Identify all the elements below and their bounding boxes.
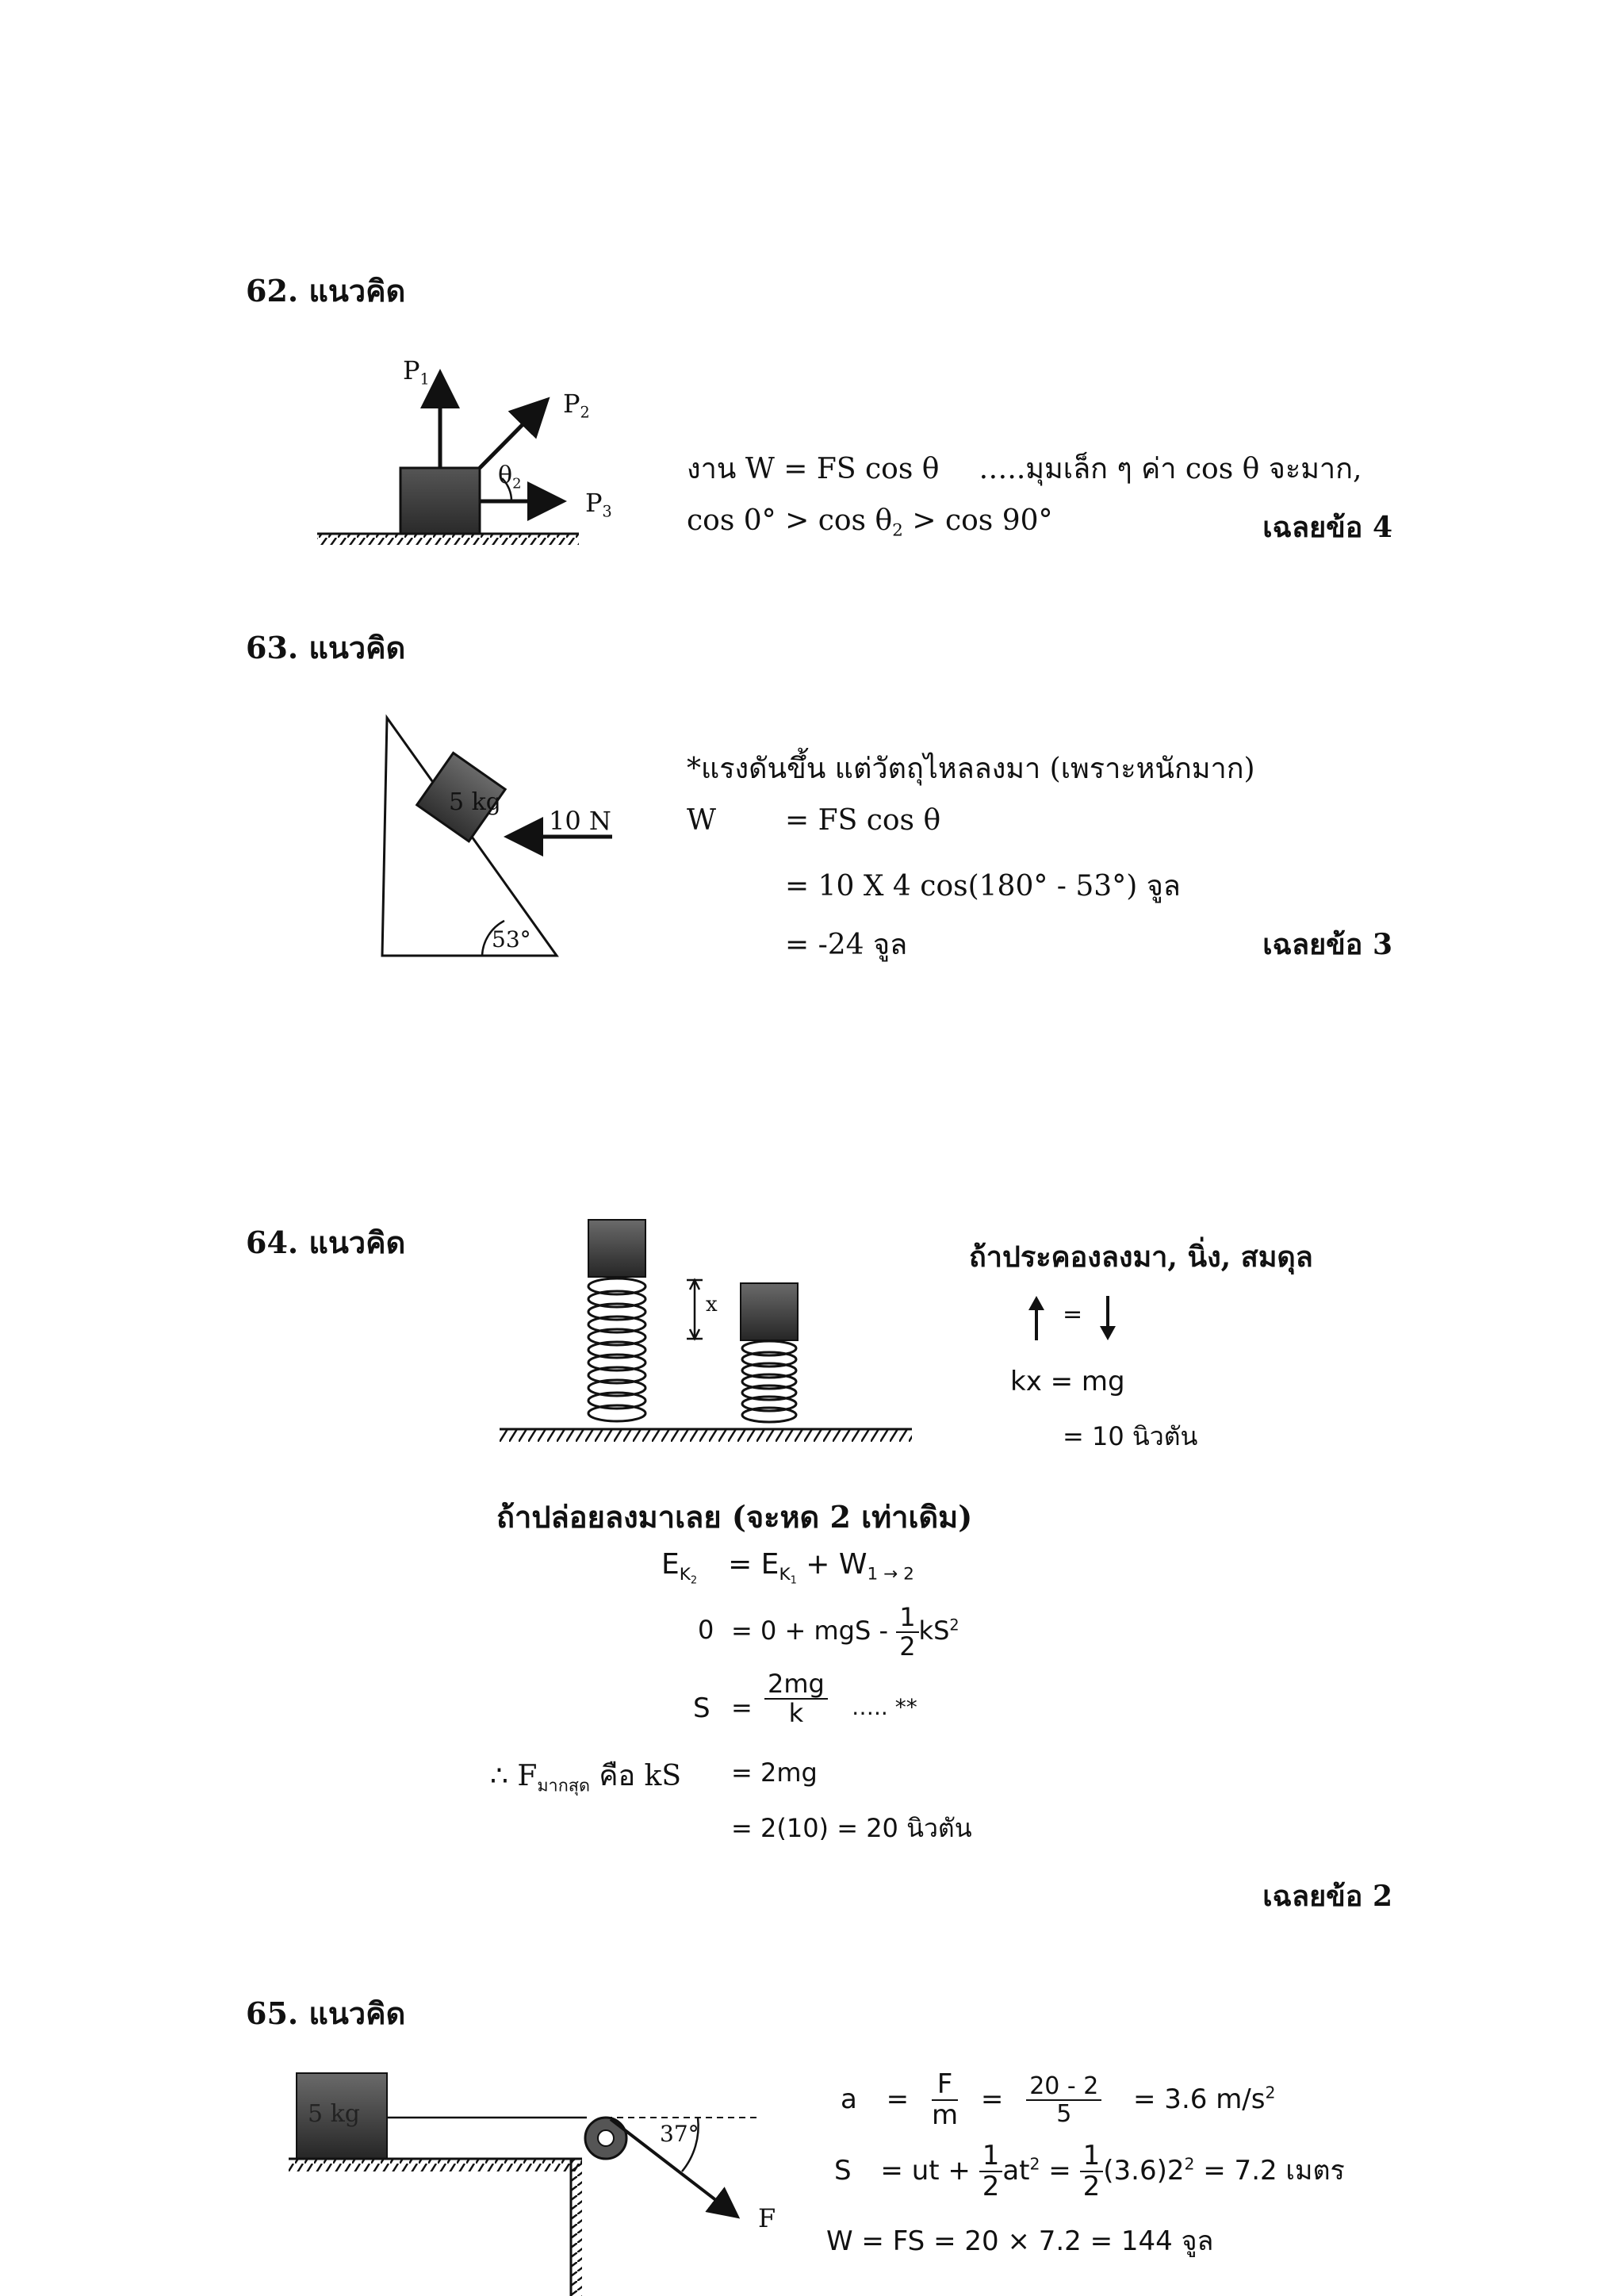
q64-eq5: = 2(10) = 20 นิวตัน xyxy=(731,1813,972,1843)
q65-angle-label: 37° xyxy=(660,2121,699,2147)
q65-figure xyxy=(285,2062,809,2296)
q62-line2: $\cos 0^\circ > \cos \theta_2 > \cos 90^\circ$ xyxy=(687,504,1053,541)
q64-eq2-rhs: = 0 + mgS - $\frac{1}{2}$ $kS^2$ xyxy=(731,1602,959,1662)
q63-force-label: 10 N xyxy=(549,806,611,836)
q62-note: …..มุมเล็ก ๆ ค่า cos θ จะมาก, xyxy=(979,453,1362,485)
q63-answer: เฉลยข้อ 3 xyxy=(1262,928,1392,961)
q64-eq2-lhs: 0 xyxy=(698,1615,714,1645)
q62-work-formula: งาน W = FS cos θ xyxy=(687,453,940,485)
q64-title2: ถ้าปล่อยลงมาเลย (จะหด 2 เท่าเดิม) xyxy=(496,1499,973,1535)
q64-figure xyxy=(500,1213,920,1467)
q64-ground-hatch xyxy=(500,1429,912,1442)
q64-eq3-tail: ….. ** xyxy=(852,1694,917,1720)
q64-eq4-lhs: ∴ $F_{มากสุด}$ คือ kS xyxy=(490,1760,682,1796)
q65-mass-label: 5 kg xyxy=(308,2100,361,2128)
q63-heading: 63. แนวคิด xyxy=(246,630,406,665)
q65-table-hatch xyxy=(289,2159,582,2171)
q64-r3: kx = mg xyxy=(1010,1366,1125,1397)
q64-eq4-rhs: = 2mg xyxy=(731,1757,818,1788)
q62-block xyxy=(400,468,480,534)
q64-r1: ถ้าประคองลงมา, นิ่ง, สมดุล xyxy=(969,1240,1313,1274)
q64-eq3-eq: = xyxy=(731,1692,753,1723)
q64-eq3-frac: $\frac{2mg}{k}$ xyxy=(764,1670,828,1727)
q64-block-1 xyxy=(588,1220,645,1277)
q63-angle-label: 53° xyxy=(492,926,531,953)
q63-eq3: = -24 จูล xyxy=(785,929,908,961)
q63-w-label: W xyxy=(687,804,717,837)
q62-ground-hatch xyxy=(317,534,579,545)
q63-line1: *แรงดันขึ้น แต่วัตถุไหลลงมา (เพราะหนักมาก) xyxy=(687,753,1255,785)
q63-eq1: = FS cos θ xyxy=(785,804,941,837)
q64-block-2 xyxy=(741,1283,798,1340)
q64-r4: = 10 นิวตัน xyxy=(1063,1421,1198,1451)
q62-p1-label: $P_1$ xyxy=(403,355,430,389)
q62-answer: เฉลยข้อ 4 xyxy=(1262,511,1392,544)
q62-figure xyxy=(309,349,595,563)
q62-p3-label: $P_3$ xyxy=(585,488,612,521)
q63-figure xyxy=(373,710,626,964)
q62-heading: 62. แนวคิด xyxy=(246,273,406,309)
q62-theta-label: $\theta_2$ xyxy=(498,462,522,493)
q64-spring-2 xyxy=(742,1341,796,1422)
q65-w-line: W = FS = 20 × 7.2 = 144 จูล xyxy=(826,2225,1214,2257)
down-arrow-icon xyxy=(1096,1294,1120,1342)
q64-eq3-lhs: S xyxy=(693,1692,710,1724)
q64-x-label: x xyxy=(706,1293,718,1317)
q65-heading: 65. แนวคิด xyxy=(246,1995,406,2031)
q63-mass-label: 5 kg xyxy=(449,788,502,816)
q65-s-line: S = ut + $\frac{1}{2}$ $at^2$ = $\frac{1}{2}$ $(3.6)2^2 = 7.2$ เมตร xyxy=(834,2140,1345,2203)
q65-a-line: a = $\frac{F}{m}$ = $\frac{20 - 2}{5}$ = 3.6 $m/s^2$ xyxy=(841,2068,1276,2132)
q65-f-label: F xyxy=(758,2203,776,2233)
q64-spring-1 xyxy=(588,1278,645,1421)
q64-answer: เฉลยข้อ 2 xyxy=(1262,1880,1392,1913)
q64-r2-eq: = xyxy=(1063,1301,1083,1328)
up-arrow-icon xyxy=(1025,1294,1048,1342)
q62-line1 xyxy=(687,446,1362,491)
q64-heading: 64. แนวคิด xyxy=(246,1225,406,1260)
q62-p2-label: $P_2$ xyxy=(563,389,590,422)
q64-eq1: $E_{K_2} = E_{K_1} + W_{1 \to 2}$ xyxy=(661,1548,914,1587)
q63-eq2: = 10 X 4 cos(180° - 53°) จูล xyxy=(785,870,1181,903)
